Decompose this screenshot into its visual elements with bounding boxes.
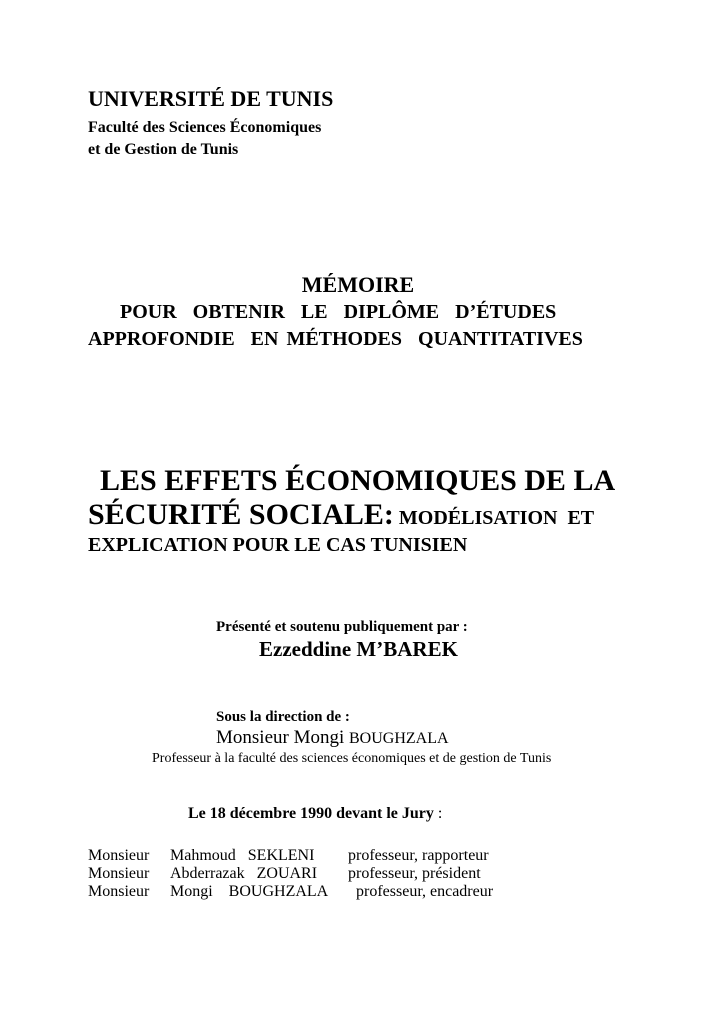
presented-by-label: Présenté et soutenu publiquement par : — [216, 619, 468, 635]
jury-role: professeur, encadreur — [348, 883, 494, 900]
defense-date-text: Le 18 décembre 1990 devant le Jury — [188, 805, 434, 822]
author-name: Ezzeddine M’BAREK — [259, 637, 458, 661]
supervisor-name — [216, 727, 449, 749]
faculty-line-1: Faculté des Sciences Économiques — [88, 119, 322, 136]
jury-role: professeur, président — [348, 865, 481, 882]
jury-title: Monsieur — [88, 847, 150, 864]
supervisor-surname: BOUGHZALA — [349, 730, 449, 747]
degree-line-2: APPROFONDIE EN MÉTHODES QUANTITATIVES — [88, 328, 583, 350]
defense-date — [188, 805, 442, 823]
memoire-label: MÉMOIRE — [301, 272, 415, 297]
university-name: UNIVERSITÉ DE TUNIS — [88, 86, 334, 111]
direction-label: Sous la direction de : — [216, 709, 350, 725]
thesis-title-line-2 — [88, 498, 594, 532]
faculty-line-2: et de Gestion de Tunis — [88, 141, 239, 158]
thesis-title-line-1: LES EFFETS ÉCONOMIQUES DE LA — [100, 464, 616, 497]
jury-role: professeur, rapporteur — [348, 847, 489, 864]
supervisor-affiliation: Professeur à la faculté des sciences économiques et de gestion de Tunis — [152, 751, 552, 766]
jury-name: Abderrazak ZOUARI — [170, 865, 318, 882]
jury-name: Mongi BOUGHZALA — [170, 883, 329, 900]
thesis-title-line-2-small: MODÉLISATION ET — [393, 507, 595, 529]
thesis-title-line-2-large: SÉCURITÉ SOCIALE: — [88, 498, 394, 531]
degree-line-1: POUR OBTENIR LE DIPLÔME D’ÉTUDES — [120, 301, 557, 323]
jury-title: Monsieur — [88, 865, 150, 882]
defense-date-suffix: : — [433, 805, 443, 822]
supervisor-prefix: Monsieur Mongi — [216, 727, 349, 748]
thesis-title-line-3: EXPLICATION POUR LE CAS TUNISIEN — [88, 534, 468, 556]
jury-title: Monsieur — [88, 883, 150, 900]
jury-name: Mahmoud SEKLENI — [170, 847, 315, 864]
